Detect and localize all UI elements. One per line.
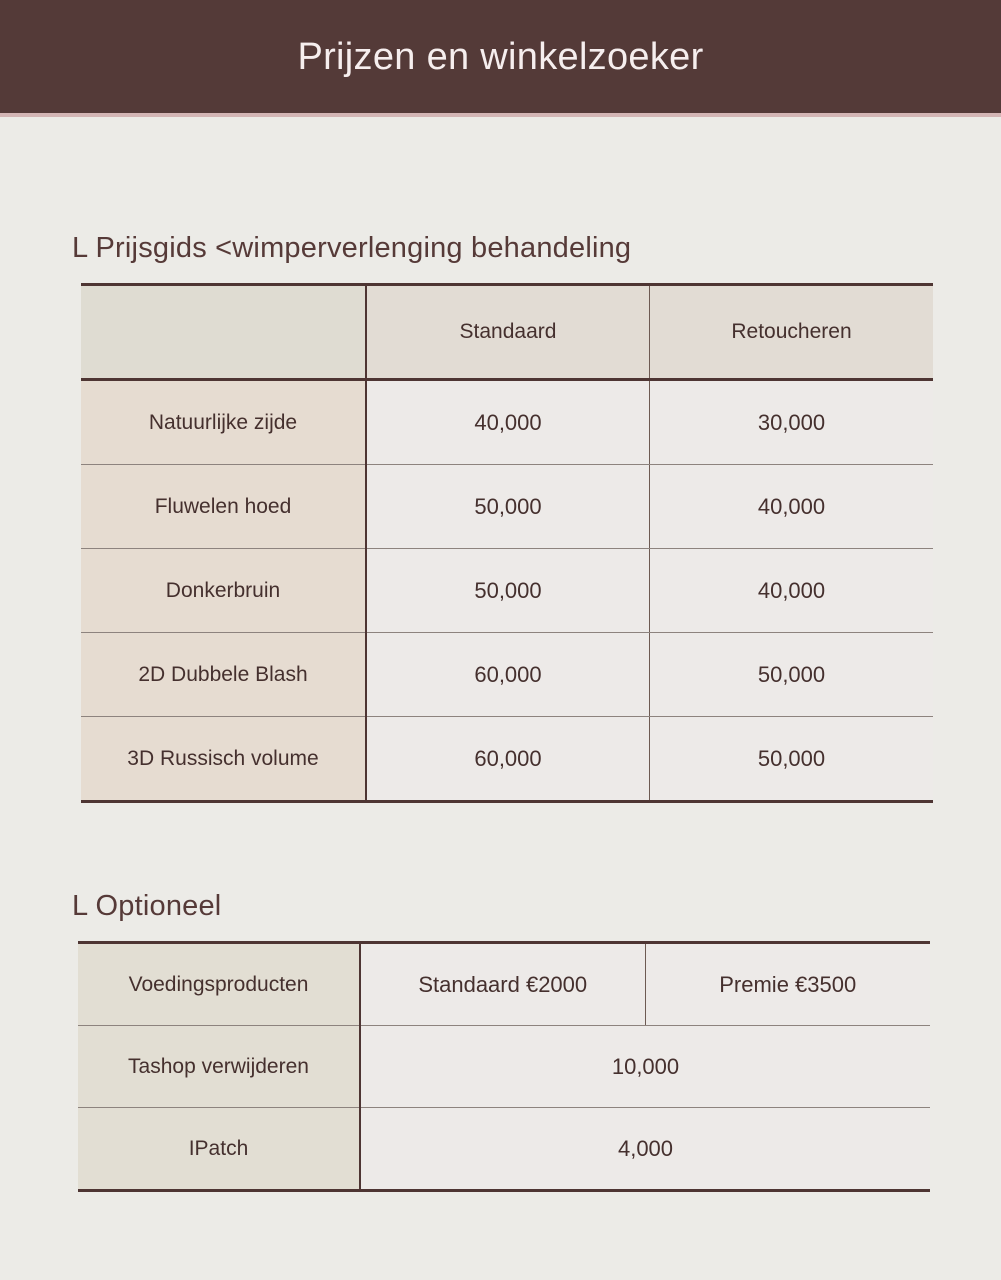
row-value-retoucheren: 30,000 [650,380,934,465]
section-title-optional: L Optioneel [72,890,222,922]
optional-table-body [78,943,930,1191]
row-value-retoucheren: 40,000 [650,549,934,633]
table-row [81,465,933,549]
table-row [81,549,933,633]
table-row [78,943,930,1026]
row-label: Tashop verwijderen [78,1026,360,1108]
row-value-standaard: Standaard €2000 [360,943,645,1026]
row-label: Donkerbruin [81,549,366,633]
section-optional [0,890,1001,1192]
header-divider [0,113,1001,117]
row-label: 3D Russisch volume [81,717,366,802]
table-row [81,380,933,465]
price-guide-table [81,283,933,803]
row-value: 4,000 [360,1108,930,1191]
row-label: Natuurlijke zijde [81,380,366,465]
table-header-cell-standaard: Standaard [366,285,650,380]
table-row [81,717,933,802]
table-row [81,633,933,717]
price-guide-table-head [81,285,933,380]
row-label: IPatch [78,1108,360,1191]
row-value-standaard: 50,000 [366,549,650,633]
row-value: 10,000 [360,1026,930,1108]
row-label: Voedingsproducten [78,943,360,1026]
page-title: Prijzen en winkelzoeker [297,35,704,78]
row-value-standaard: 60,000 [366,717,650,802]
table-header-cell-retoucheren: Retoucheren [650,285,934,380]
row-value-retoucheren: 50,000 [650,633,934,717]
table-row [78,1108,930,1191]
row-value-premie: Premie €3500 [645,943,930,1026]
row-value-standaard: 40,000 [366,380,650,465]
table-header-row [81,285,933,380]
row-label: Fluwelen hoed [81,465,366,549]
row-label: 2D Dubbele Blash [81,633,366,717]
row-value-standaard: 60,000 [366,633,650,717]
row-value-retoucheren: 50,000 [650,717,934,802]
table-header-cell-empty [81,285,366,380]
section-price-guide [0,232,1001,803]
price-guide-table-body [81,380,933,802]
page-header [0,0,1001,113]
table-row [78,1026,930,1108]
row-value-standaard: 50,000 [366,465,650,549]
row-value-retoucheren: 40,000 [650,465,934,549]
optional-table [78,941,930,1192]
section-title-price-guide: L Prijsgids <wimperverlenging behandeling [72,232,632,264]
